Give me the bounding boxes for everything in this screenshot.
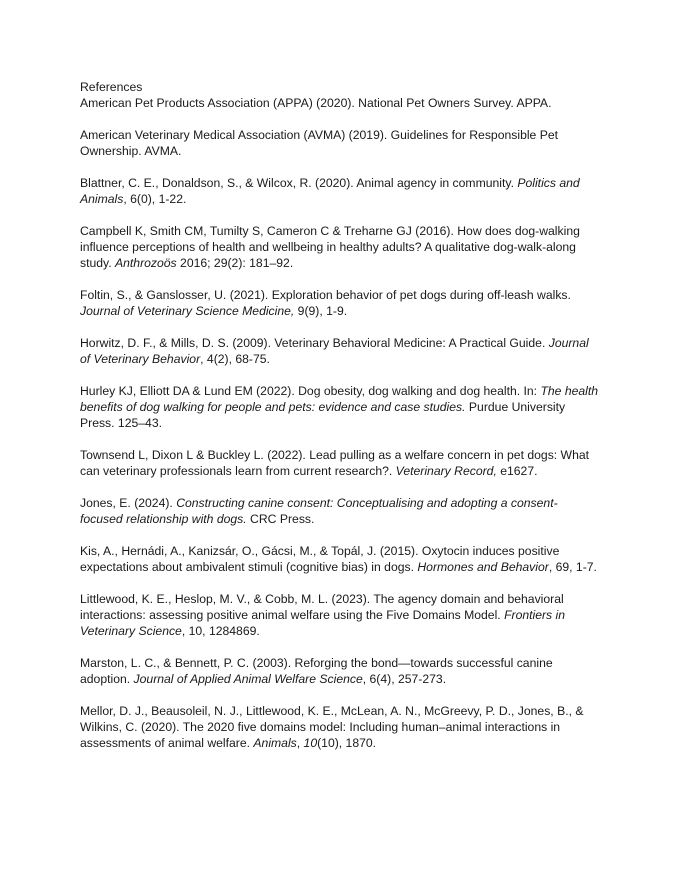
reference-text: Purdue University Press. 125–43. (80, 400, 566, 430)
reference-text: , 6(0), 1-22. (123, 192, 187, 206)
reference-entry (80, 655, 600, 687)
reference-text: Townsend L, Dixon L & Buckley L. (2022). Lead pulling as a welfare concern in pet dogs: What can veterinary professionals learn from current research?. (80, 448, 590, 478)
reference-list (80, 95, 600, 751)
reference-text: American Pet Products Association (APPA) (2020). National Pet Owners Survey. APPA. (80, 96, 552, 110)
reference-italic-text: Animals (253, 736, 297, 750)
reference-italic-text: Politics and Animals (80, 176, 580, 206)
reference-text: Mellor, D. J., Beausoleil, N. J., Littlewood, K. E., McLean, A. N., McGreevy, P. D., Jones, B., & Wilkins, C. (2020). The 2020 five domains model: Including human–animal interactions in assessments of animal welfare. (80, 704, 584, 750)
reference-italic-text: Veterinary Record, (395, 464, 497, 478)
reference-text: , 69, 1-7. (548, 560, 597, 574)
reference-entry (80, 335, 600, 367)
reference-entry (80, 287, 600, 319)
references-page (80, 79, 600, 751)
reference-text: 2016; 29(2): 181–92. (176, 256, 294, 270)
reference-text: , 4(2), 68-75. (200, 352, 270, 366)
reference-text: Jones, E. (2024). (80, 496, 177, 510)
reference-entry (80, 447, 600, 479)
reference-text: Littlewood, K. E., Heslop, M. V., & Cobb, M. L. (2023). The agency domain and behavioral interactions: assessing positive animal welfare using the Five Domains Model. (80, 592, 564, 622)
reference-text: American Veterinary Medical Association (AVMA) (2019). Guidelines for Responsible Pet Ownership. AVMA. (80, 128, 559, 158)
references-heading: References (80, 80, 143, 94)
reference-italic-text: 10 (303, 736, 318, 750)
reference-italic-text: Journal of Applied Animal Welfare Science (133, 672, 363, 686)
reference-italic-text: Anthrozoös (115, 256, 177, 270)
reference-entry (80, 383, 600, 431)
reference-entry (80, 495, 600, 527)
reference-entry (80, 543, 600, 575)
reference-text: Campbell K, Smith CM, Tumilty S, Cameron C & Treharne GJ (2016). How does dog-walking influence perceptions of health and wellbeing in healthy adults? A qualitative dog-walk-along study. (80, 224, 580, 270)
reference-italic-text: Frontiers in Veterinary Science (80, 608, 566, 638)
reference-italic-text: Constructing canine consent: Conceptualising and adopting a consent-focused relationship with dogs. (80, 496, 558, 526)
reference-italic-text: Hormones and Behavior (417, 560, 549, 574)
reference-text: 9(9), 1-9. (294, 304, 348, 318)
reference-entry (80, 703, 600, 751)
reference-text: , (296, 736, 304, 750)
reference-text: Foltin, S., & Ganslosser, U. (2021). Exploration behavior of pet dogs during off-leash walks. (80, 288, 571, 302)
reference-italic-text: Journal of Veterinary Behavior (80, 336, 589, 366)
reference-text: Kis, A., Hernádi, A., Kanizsár, O., Gácsi, M., & Topál, J. (2015). Oxytocin induces positive expectations about ambivalent stimuli (cognitive bias) in dogs. (80, 544, 560, 574)
reference-entry (80, 175, 600, 207)
reference-entry (80, 591, 600, 639)
reference-text: Marston, L. C., & Bennett, P. C. (2003). Reforging the bond—towards successful canine adoption. (80, 656, 553, 686)
reference-text: Hurley KJ, Elliott DA & Lund EM (2022). Dog obesity, dog walking and dog health. In: (80, 384, 541, 398)
reference-text: Horwitz, D. F., & Mills, D. S. (2009). Veterinary Behavioral Medicine: A Practical Guide. (80, 336, 549, 350)
reference-entry (80, 223, 600, 271)
reference-entry (80, 127, 600, 159)
reference-entry (80, 95, 600, 111)
reference-text: , 6(4), 257-273. (362, 672, 447, 686)
reference-text: CRC Press. (246, 512, 315, 526)
reference-text: , 10, 1284869. (181, 624, 260, 638)
reference-italic-text: Journal of Veterinary Science Medicine, (80, 304, 295, 318)
reference-text: Blattner, C. E., Donaldson, S., & Wilcox, R. (2020). Animal agency in community. (80, 176, 518, 190)
reference-text: e1627. (496, 464, 538, 478)
reference-italic-text: The health benefits of dog walking for people and pets: evidence and case studies. (80, 384, 599, 414)
reference-text: (10), 1870. (317, 736, 377, 750)
